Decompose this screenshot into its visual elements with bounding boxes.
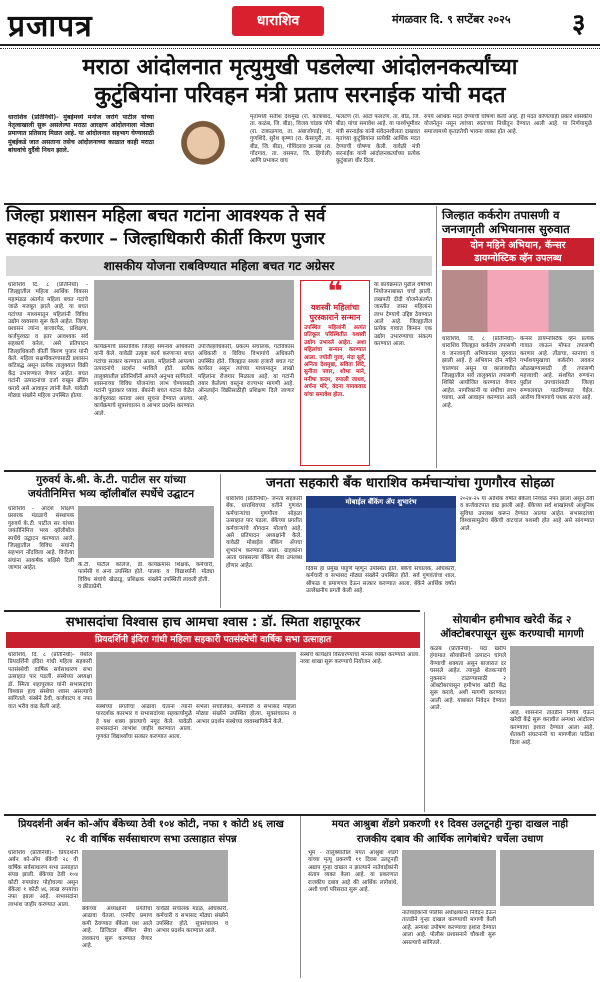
women-subhead-bar: शासकीय योजना राबविण्यात महिला बचत गट अग्रेसर bbox=[6, 256, 432, 276]
priya-col-3: सभेला संचालिका, कर्मचारी व सभासद महिला मोठ्या संख्येने उपस्थित होत्या. सूत्रसंचालन व आभार प्रदर्शन संस्थेच्या व्यवस्थापिकेने केले. bbox=[196, 704, 296, 725]
lead-col-4: रुपये आर्थिक मदत देण्याची घोषणा केली आहे. ही मदत कोणत्याही प्रकारे शासकीय योजनेतून नसून त्यांच्या स्वतःच्या निधीतून देण्यात आली आहे. या निर्णयामुळे समाजामध्ये कृतज्ञतेची भावना व्यक्त होत आहे. bbox=[424, 114, 592, 135]
priya-col-4: संस्थेचे कार्यक्षेत्र विस्तारण्याचा मानस व्यक्त करण्यात आला. नव्या शाखा सुरू करण्याचे नियोजन आहे. bbox=[300, 652, 420, 666]
kt-event-photo bbox=[78, 506, 214, 558]
women-quote-body: उपस्थित महिलांनी अत्यंत प्रतिकूल परिस्थितीत यशस्वी उद्योग उभारले आहेत. अशा महिलांचा सन्मान करण्यात आला. ज्योती गुरव, मंदा सुर्वे, अनिता देशमुख, सविता शिंदे, सुनीता पवार, शोभा माने, मनीषा कदम, रुपाली जाधव, अर्चना मोरे, वंदना गायकवाड यांचा समावेश होता. bbox=[304, 325, 366, 398]
minister-photo bbox=[160, 112, 246, 200]
women-headline-1: जिल्हा प्रशासन महिला बचत गटांना आवश्यक ते सर्व bbox=[6, 206, 326, 226]
lead-headline-1: मराठा आंदोलनात मृत्युमुखी पडलेल्या आंदोलनकर्त्यांच्या bbox=[82, 55, 518, 80]
women-headline-2: सहकार्य करणार – जिल्हाधिकारी कीर्ती किरण पुजार bbox=[6, 229, 325, 249]
lead-col-2: मृतांमध्ये सतीश देशमुख (रा. कात्राबाद, ता. कळंब, जि. बीड), विजय चांडक पोपे (रा. टाकळगाव, ता. अंबाजोगाई), गं. गुणशिंदे, सुरेश कृष्णा (रा. केसापुरी, ता. बीड, जि. बीड), गोविंदराव ज्ञानबा (रा. गोंदगाव, ता. वसमत, जि. हिंगोली) आणि प्रभाकर वाघ bbox=[250, 114, 332, 165]
kt-headline-1: गुरुवर्य के.श्री. के.टी. पाटील सर यांच्या bbox=[36, 474, 186, 486]
women-col-3: उपजिल्हाधिकारी, प्रकल्प संचालक, गटविकास अधिकारी व विविध विभागांचे अधिकारी उपस्थित होते. जिल्ह्यात सध्या हजारो बचत गट कार्यरत असून त्यांच्या माध्यमातून लाखो महिलांना रोजगार मिळाला आहे. या गटांनी तयार केलेल्या वस्तूंना राज्यभर मागणी आहे. ऑनलाईन विक्रीसाठीही प्रशिक्षण दिले जाणार आहे. bbox=[198, 344, 294, 402]
bottom-col-d: भूम - तालुक्यातील मयत आश्रुबा शेंडगे यांच्या मृत्यू प्रकरणी ११ दिवस उलटूनही अद्याप गुन्हा दाखल न झाल्याने नातेवाईकांनी संताप व्यक्त केला आहे. या प्रकरणात राजकीय दबाव आहे की आर्थिक लागेबांधे, अशी चर्चा परिसरात सुरू आहे. bbox=[308, 850, 398, 894]
newspaper-name: प्रजापत्र bbox=[8, 9, 93, 44]
lead-intro: धाराशिव (प्रतिनिधी)- मुंबईमध्ये मनोज जरांगे पाटील यांच्या नेतृत्वाखाली सुरू असलेल्या मराठा आरक्षण आंदोलनाला मोठ्या प्रमाणात प्रतिसाद मिळत आहे. या आंदोलनात सहभाग घेण्यासाठी मुंबईकडे जात असताना तसेच आंदोलनाच्या काळात काही मराठा बांधवांचे दुर्दैवी निधन झाले. bbox=[8, 114, 154, 154]
women-col-1: धाराशिव दि. ८ (प्रतिनिधी) - जिल्ह्यातील महिला आर्थिक विकास महामंडळ अंतर्गत महिला बचत गटांचे जाळे मजबूत झाले आहे. या बचत गटांच्या माध्यमातून महिलांनी विविध उद्योग व्यवसाय सुरू केले आहेत. जिल्हा प्रशासन त्यांना बाजारपेठ, प्रशिक्षण, कर्जपुरवठा व इतर आवश्यक सर्व सहकार्य करेल, असे प्रतिपादन जिल्हाधिकारी कीर्ती किरण पुजार यांनी केले. महिला सक्षमीकरणासाठी प्रशासन कटिबद्ध असून प्रत्येक तालुक्यात विक्री केंद्र उभारण्यात येणार आहेत. बचत गटांनी उत्पादनांचा दर्जा राखून ब्रँडिंग करावे असे आवाहन त्यांनी केले. यावेळी मोठ्या संख्येने महिला उपस्थित होत्या. bbox=[8, 282, 88, 400]
bank-col-3: २०२४-२५ या आर्थिक वर्षात बँकेला निव्वळ नफा झाला असून ठेवी व कर्जवाटपात वाढ झाली आहे. बँकेच्या सर्व शाखांमध्ये आधुनिक सुविधा उपलब्ध करून देण्यात आल्या आहेत. सभासदांच्या विश्वासामुळेच बँकेची वाटचाल यशस्वी होत आहे असे सांगण्यात आले. bbox=[460, 496, 594, 532]
cancer-bar-line-2: डायग्नोस्टिक व्हॅन उपलब्ध bbox=[474, 253, 562, 264]
soybean-col-1: कळंब (प्रतिनिधी)- यंदा खरीप हंगामात सोयाबीनचे उत्पादन चांगले येण्याची शक्यता असून बाजारात दर घसरले आहेत. त्यामुळे शेतकऱ्यांचे नुकसान टाळण्यासाठी २ ऑक्टोबरपासून हमीभाव खरेदी केंद्र सुरू करावे, अशी मागणी करण्यात आली आहे. याबाबत निवेदन देण्यात आले. bbox=[430, 646, 506, 712]
women-col-2: कार्यक्रमाचे प्रास्ताविक जिल्हा समन्वय अधिकारी यांनी केले. यावेळी उत्कृष्ट कार्य करणाऱ्या बचत गटांचा सत्कार करण्यात आला. महिलांनी आपल्या उत्पादनांचे प्रदर्शन भरविले होते. प्रत्येक तालुक्यातील प्रतिनिधींनी आपले अनुभव सांगितले. शासनाच्या विविध योजनांचा लाभ घेण्यासाठी गटांनी पुढाकार घ्यावा. बँकांनी बचत गटांना वेळेत कर्जपुरवठा करावा अशा सूचना देण्यात आल्या. कार्यक्रमाचे सूत्रसंचालन व आभार प्रदर्शन करण्यात आले. bbox=[94, 344, 194, 417]
section-divider bbox=[4, 610, 420, 612]
kt-headline-2: जयंतीनिमित्त भव्य व्हॉलीबॉल स्पर्धेचे उद्घाटन bbox=[27, 488, 195, 500]
bottom-bank-photo bbox=[82, 850, 228, 902]
cancer-bar-line-1: दोन महिने अभियान, कॅन्सर bbox=[470, 240, 566, 251]
women-quote-title: यशस्वी महिलांचा पुरस्काराने सन्मान bbox=[309, 303, 361, 322]
lead-headline-2: कुटुंबियांना परिवहन मंत्री प्रताप सरनाईक यांची मदत bbox=[94, 83, 506, 108]
section-divider bbox=[4, 203, 596, 205]
lead-col-3: फलटण (रा. आटो फलटण, ता. बीड, जि. बीड) यांचा समावेश आहे. या पार्श्वभूमीवर मंत्री सरनाईक यांनी संवेदनशीलता दाखवत मृतांच्या कुटुंबियांना प्रत्येकी आर्थिक मदत देण्याची घोषणा केली. यावेळी मंत्री सरनाईक यांनी आंदोलनकर्त्यांच्या प्रत्येक कुटुंबाला धीर दिला. bbox=[336, 114, 420, 165]
priya-event-photo bbox=[96, 652, 296, 700]
cancer-headline-2: जनजागृती अभियानास सुरुवात bbox=[442, 222, 570, 236]
priya-headline: सभासदांचा विश्वास हाच आमचा श्वास : डॉ. स्मिता शहापूरकर bbox=[65, 615, 361, 630]
soybean-headline-1: सोयाबीन हमीभाव खरेदी केंद्र २ bbox=[452, 614, 572, 626]
column-divider bbox=[220, 474, 221, 608]
bank-col-1: धाराशिव (प्रतिनिधी)- जनता सहकारी बँक, धाराशिवच्या वतीने गुणवंत कर्मचाऱ्यांचा गुणगौरव सोहळा उत्साहात पार पडला. बँकेच्या प्रगतीत कर्मचाऱ्यांचे योगदान मोलाचे आहे, असे प्रतिपादन अध्यक्षांनी केले. यावेळी मोबाईल बँकिंग ॲपचा शुभारंभ करण्यात आला. ग्राहकांना आता घरबसल्या बँकिंग सेवा उपलब्ध होणार आहेत. bbox=[226, 496, 302, 569]
women-quote-box bbox=[300, 277, 370, 466]
bottom-left-headline: प्रियदर्शनी अर्बन को-ऑप बँकेच्या ठेवी १०४ कोटी, नफा १ कोटी ४६ लाख bbox=[18, 819, 284, 830]
bottom-col-b: बँकेच्या अध्यक्षांनी प्रगतीचा आढावा घेतला. एनपीए प्रमाण कमी ठेवण्यात बँकेला यश आले आहे. डिजिटल बँकिंग सेवा लवकरच सुरू करण्यात येणार आहे. bbox=[82, 906, 152, 950]
bottom-left-headline-2: २८ वी वार्षिक सर्वसाधारण सभा उत्साहात संपन्न bbox=[65, 834, 237, 845]
cancer-event-photo bbox=[442, 270, 594, 332]
priya-bar: प्रियदर्शिनी इंदिरा गांधी महिला सहकारी पतसंस्थेची वार्षिक सभा उत्साहात bbox=[6, 632, 420, 648]
quote-mark-icon: ❝ bbox=[327, 277, 343, 307]
bottom-right-headline: मयत आश्रुबा शेंडगे प्रकरणी ११ दिवस उलटूनही गुन्हा दाखल नाही bbox=[331, 819, 569, 830]
bank-event-photo bbox=[306, 496, 456, 562]
kt-caption-1: के.टी. पाटील कॉलेज, डी. फार्मसी व अन्य उपस्थित होते. विविध संघांचे खेळाडू, प्रशिक्षक व क्रीडाप्रेमी. bbox=[78, 562, 144, 591]
column-divider bbox=[436, 206, 437, 468]
page-number: ३ bbox=[572, 9, 586, 39]
bank-headline: जनता सहकारी बँक धाराशिव कर्मचाऱ्यांचा गुणगौरव सोहळा bbox=[265, 475, 555, 491]
cancer-headline-1: जिल्हात कर्करोग तपासणी व bbox=[442, 208, 560, 222]
issue-date: मंगळवार दि. ९ सप्टेंबर २०२५ bbox=[392, 13, 511, 26]
masthead bbox=[0, 0, 600, 46]
soybean-photo bbox=[510, 646, 594, 706]
shendge-photo-2 bbox=[500, 850, 594, 906]
soybean-headline-2: ऑक्टोबरपासून सुरू करण्याची मागणी bbox=[440, 628, 584, 640]
bottom-col-e: नातेवाईकांनी पोलीस अधीक्षकांना निवेदन देऊन तातडीने गुन्हा दाखल करण्याची मागणी केली आहे. अन्यथा उपोषण करण्याचा इशारा देण्यात आला आहे. पोलीस प्रशासनाने चौकशी सुरू असल्याचे सांगितले. bbox=[402, 910, 496, 946]
cancer-col-2: कॅन्सर डायग्नोस्टिक व्हॅन प्रत्येक गावात जाऊन मोफत तपासणी करणार आहे. तोंडाचा, स्तनाचा व गर्भाशयमुखाचा कर्करोग लवकर ओळखण्यासाठी ही तपासणी महत्त्वाची आहे. संशयित रुग्णांना पुढील उपचारांसाठी जिल्हा रुग्णालयात पाठविण्यात येईल. आरोग्य विभागाचे पथक सज्ज आहे. bbox=[520, 336, 594, 402]
priya-col-1: धाराशिव, दि. ८ (प्रतिनिधी)- येथील प्रियदर्शिनी इंदिरा गांधी महिला सहकारी पतसंस्थेची वार्षिक सर्वसाधारण सभा उत्साहात पार पडली. संस्थेच्या अध्यक्षा डॉ. स्मिता शहापूरकर यांनी सभासदांचा विश्वास हाच संस्थेचा श्वास असल्याचे सांगितले. संस्थेने ठेवी, कर्जवाटप व नफा यात भरीव वाढ केली आहे. bbox=[8, 652, 92, 710]
shendge-photo bbox=[402, 850, 496, 906]
bottom-col-c: यावेळी संचालक मंडळ, अधिकारी, कर्मचारी व सभासद मोठ्या संख्येने उपस्थित होते. सूत्रसंचालन व आभार प्रदर्शन करण्यात आले. bbox=[156, 906, 228, 935]
soybean-col-2: आहे. शासनाने तातडीने निर्णय घेऊन खरेदी केंद्रे सुरू करावीत अन्यथा आंदोलन करण्याचा इशारा देण्यात आला आहे. शेतकरी संघटनांनी या मागणीला पाठिंबा दिला आहे. bbox=[510, 710, 594, 746]
column-divider bbox=[300, 816, 301, 978]
edition-badge: धाराशिव bbox=[232, 6, 324, 36]
women-col-4: या कार्यक्रमात पुढील वर्षीच्या नियोजनाबाबत चर्चा झाली. लखपती दीदी योजनेअंतर्गत जास्तीत जास्त महिलांना लाभ देण्याचे उद्दिष्ट ठेवण्यात आले आहे. जिल्ह्यातील प्रत्येक गावात किमान एक उद्योग उभारण्याचा संकल्प करण्यात आला. bbox=[374, 282, 432, 348]
priya-col-2: संस्थेच्या प्रगतीचा आढावा घेताना त्यांनी पारदर्शक कारभार व सभासदांच्या सहकार्यामुळे हे यश शक्य झाल्याचे नमूद केले. यावेळी सभासदांना लाभांश जाहीर करण्यात आला. गुणवंत विद्यार्थ्यांचा सत्कार करण्यात आला. bbox=[96, 704, 192, 740]
masthead-divider bbox=[0, 48, 600, 52]
bank-photo-banner: मोबाईल बँकिंग ॲप शुभारंभ bbox=[306, 496, 456, 508]
cancer-col-1: धाराशिव, दि. ८ (प्रतिनिधी)- धाराशिव जिल्ह्यात कर्करोग तपासणी व जनजागृती अभियानास सुरुवात झाली आहे. हे अभियान दोन महिने चालणार असून या कालावधीत जिल्ह्यातील सर्व तालुक्यांत तपासणी शिबिरे आयोजित करण्यात येणार आहेत. नागरिकांनी या संधीचा लाभ घ्यावा, असे आवाहन करण्यात आले आहे. bbox=[442, 336, 516, 409]
bank-col-2: दिवस हा प्रमुख पाहुणे म्हणून उपस्थित होते. बँकेचे संचालक, अधिकारी, कर्मचारी व सभासद मोठ्या संख्येने उपस्थित होते. सर्व गुणवंतांचा शाल, श्रीफळ व प्रमाणपत्र देऊन सत्कार करण्यात आला. बँकेने आर्थिक वर्षात उल्लेखनीय प्रगती केली आहे. bbox=[306, 566, 456, 595]
bottom-col-a: धाराशिव (प्रतिनिधी)- प्रियदर्शनी अर्बन को-ऑप बँकेची २८ वी वार्षिक सर्वसाधारण सभा उत्साहात संपन्न झाली. बँकेच्या ठेवी १०४ कोटी रुपयांवर पोहोचल्या असून बँकेला १ कोटी ४६ लाख रुपयांचा नफा झाला आहे. सभासदांना लाभांश जाहीर करण्यात आला. bbox=[8, 850, 78, 908]
column-divider bbox=[424, 612, 425, 812]
bottom-right-headline-2: राजकीय दबाव की आर्थिक लागेबांधे? चर्चेला उधाण bbox=[356, 834, 544, 845]
section-divider bbox=[4, 470, 596, 472]
kt-caption-2: कार्यक्रमास शिक्षक, कर्मचारी, पालक व विद्यार्थ्यांनी मोठ्या संख्येने उपस्थिती लावली होती. bbox=[148, 562, 214, 583]
women-event-photo bbox=[94, 280, 294, 340]
cancer-bar bbox=[442, 238, 594, 266]
kt-col-1: धाराशिव - आदर्श शिक्षण प्रसारक मंडळाचे संस्थापक गुरुवर्य के.टी. पाटील सर यांच्या जयंतीनिमित्त भव्य व्हॉलीबॉल स्पर्धेचे उद्घाटन करण्यात आले. जिल्ह्यातील विविध संघांनी सहभाग नोंदविला आहे. विजेत्या संघांना आकर्षक बक्षिसे दिली जाणार आहेत. bbox=[8, 506, 74, 572]
